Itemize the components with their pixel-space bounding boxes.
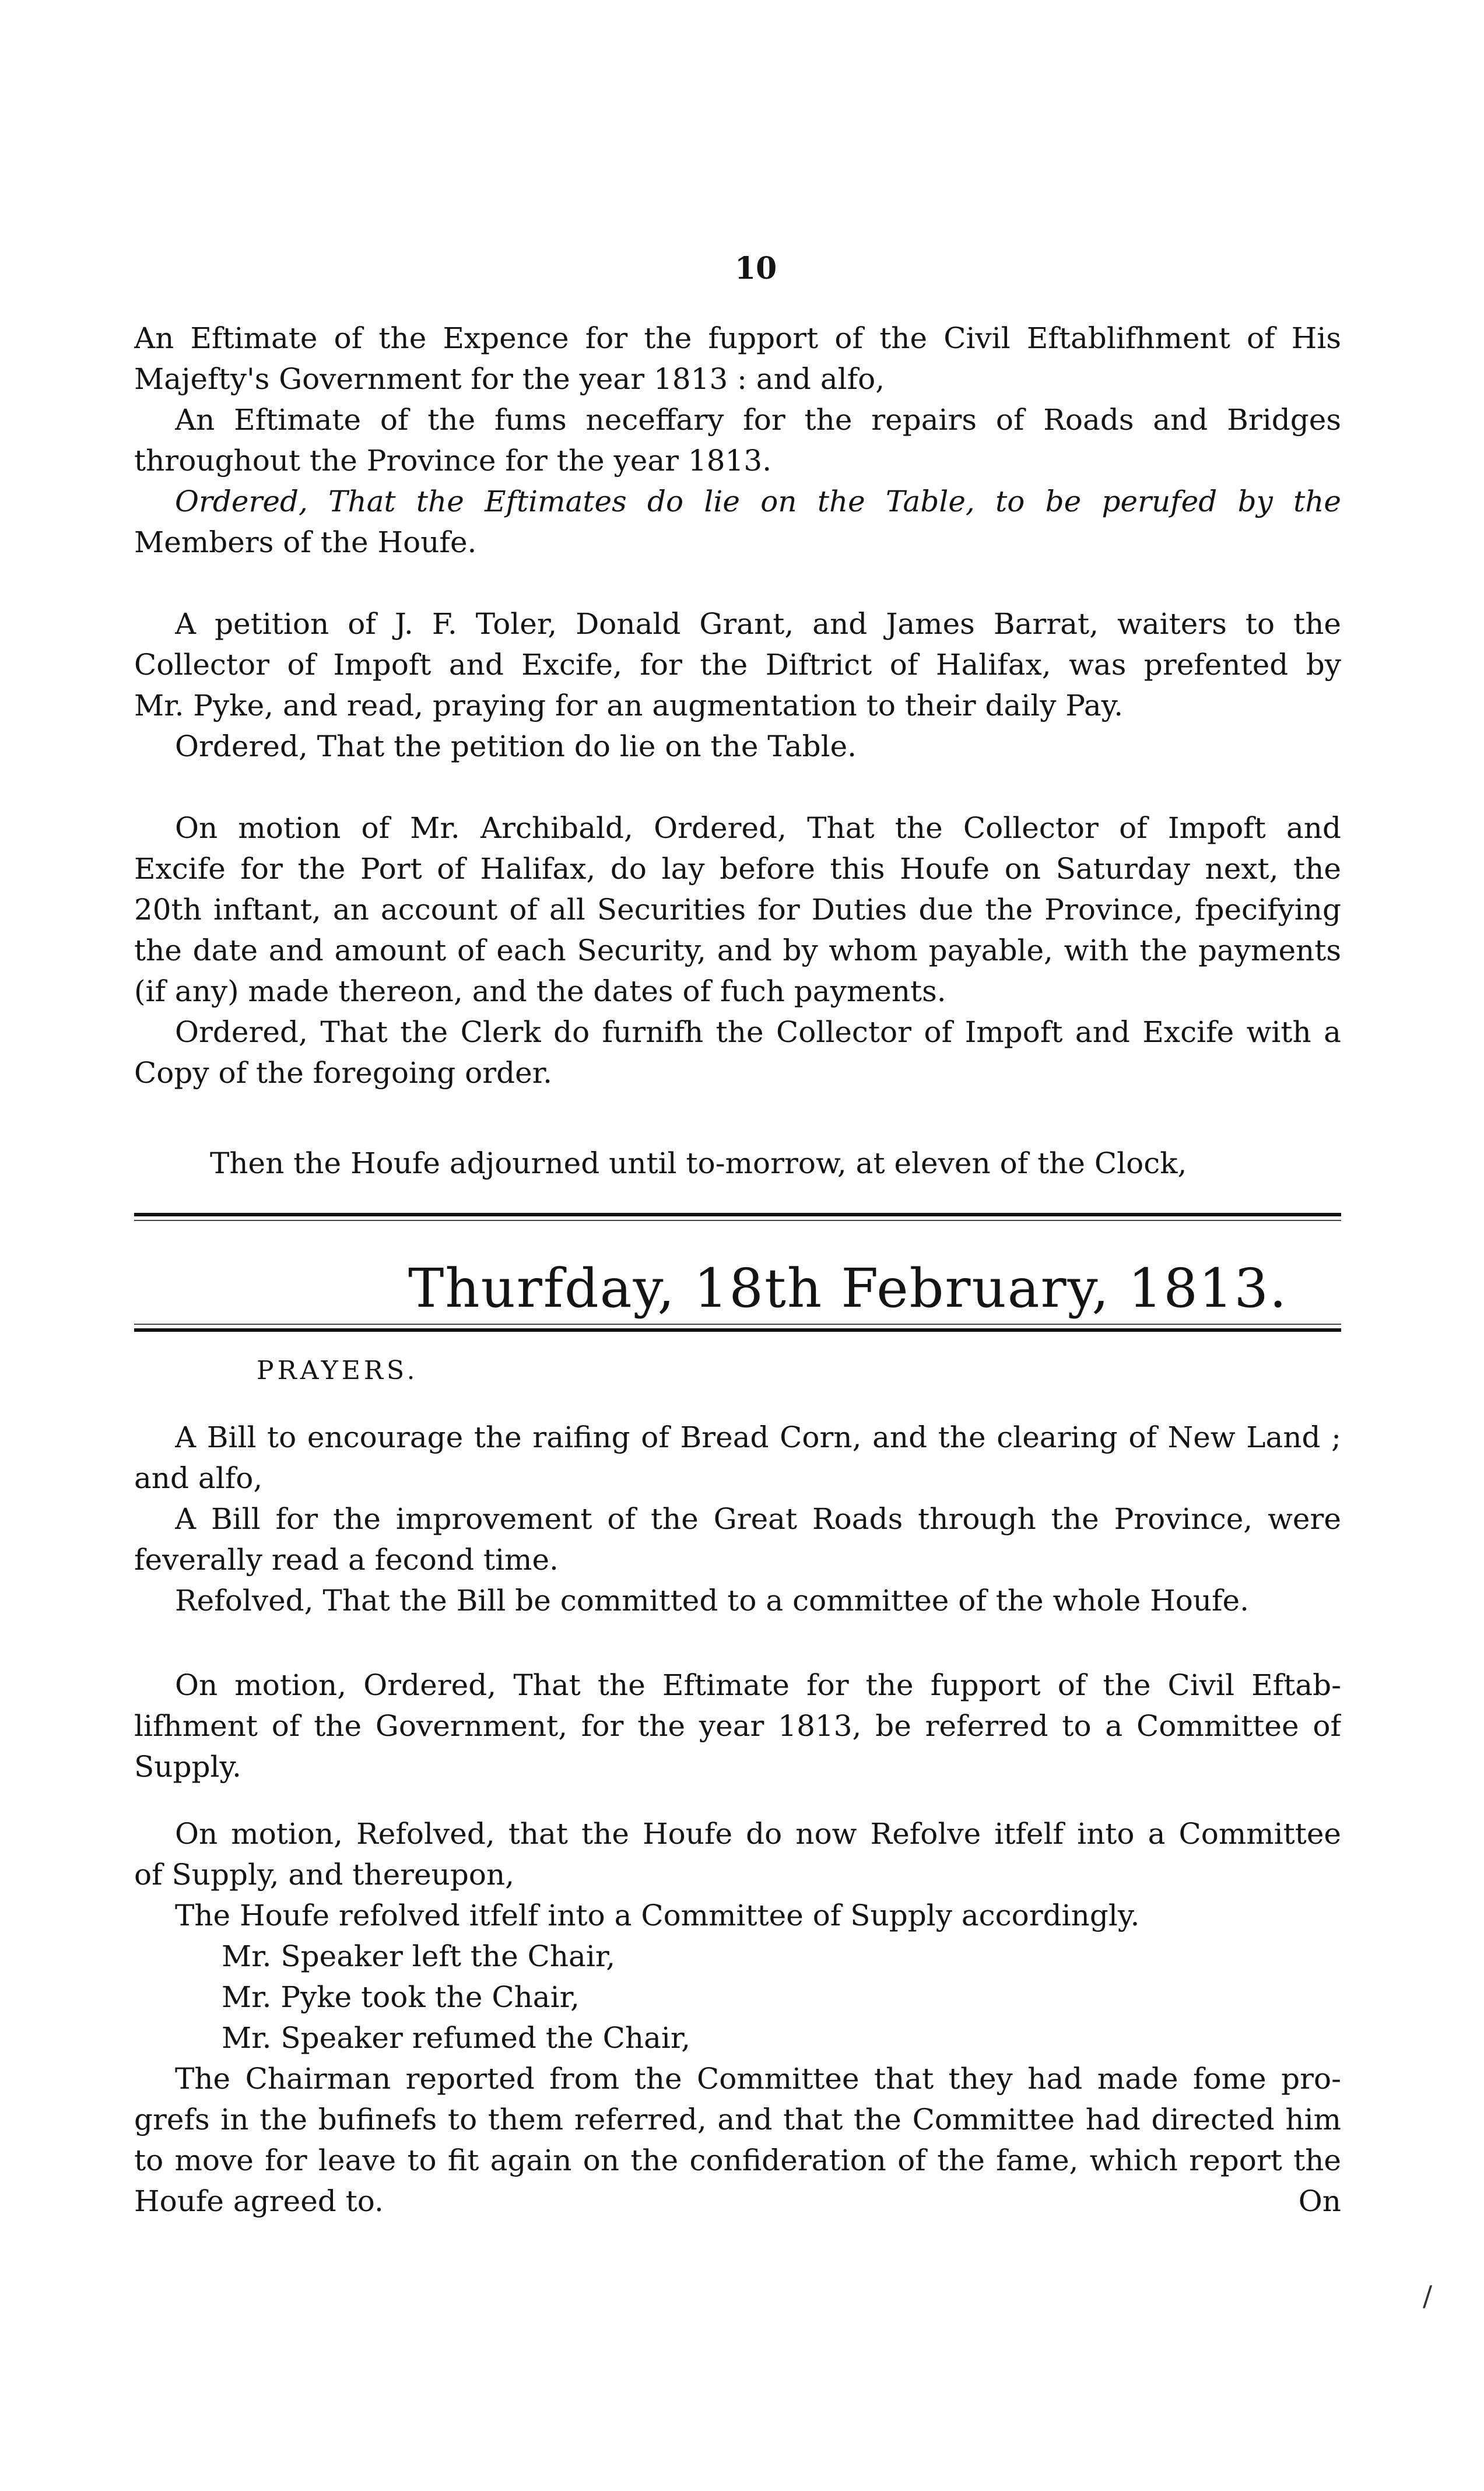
text-line: 20th inftant, an account of all Securities for Duties due the Province, fpecifying bbox=[134, 893, 1341, 927]
text-line: Members of the Houfe. bbox=[134, 525, 477, 559]
text-line: Mr. Speaker refumed the Chair, bbox=[222, 2021, 691, 2055]
text-line: and alfo, bbox=[134, 1461, 263, 1495]
text-line: On motion, Ordered, That the Eftimate for the fupport of the Civil Eftab- bbox=[175, 1668, 1341, 1702]
divider-top bbox=[134, 1213, 1341, 1216]
date-heading: Thurfday, 18th February, 1813. bbox=[408, 1257, 1288, 1320]
margin-mark: / bbox=[1423, 2280, 1433, 2313]
divider-bottom-thin bbox=[134, 1324, 1341, 1325]
text-line: On motion, Refolved, that the Houfe do now Refolve itfelf into a Committee bbox=[175, 1817, 1341, 1851]
text-line: lifhment of the Government, for the year 1813, be referred to a Committee of bbox=[134, 1709, 1341, 1743]
text-line: Majefty's Government for the year 1813 : and alfo, bbox=[134, 362, 885, 396]
text-line: Houfe agreed to. bbox=[134, 2184, 384, 2218]
text-line: A Bill for the improvement of the Great Roads through the Province, were bbox=[175, 1502, 1341, 1536]
text-line: the date and amount of each Security, and by whom payable, with the payments bbox=[134, 934, 1341, 967]
text-line: Then the Houfe adjourned until to-morrow, at eleven of the Clock, bbox=[210, 1146, 1187, 1180]
text-line: Ordered, That the petition do lie on the Table. bbox=[175, 729, 857, 763]
text-line: to move for leave to fit again on the confideration of the fame, which report the bbox=[134, 2143, 1341, 2177]
divider-top-thin bbox=[134, 1220, 1341, 1221]
text-line: The Houfe refolved itfelf into a Committee of Supply accordingly. bbox=[175, 1899, 1140, 1932]
text-line: A petition of J. F. Toler, Donald Grant, and James Barrat, waiters to the bbox=[175, 607, 1341, 641]
text-line: Collector of Impoft and Excife, for the Diftrict of Halifax, was prefented by bbox=[134, 648, 1341, 682]
text-line: An Eftimate of the Expence for the fupport of the Civil Eftablifhment of His bbox=[134, 321, 1341, 355]
text-line: Ordered, That the Eftimates do lie on the Table, to be perufed by the bbox=[175, 485, 1341, 518]
text-line: Ordered, That the Clerk do furnifh the Collector of Impoft and Excife with a bbox=[175, 1015, 1341, 1049]
text-line: Excife for the Port of Halifax, do lay before this Houfe on Saturday next, the bbox=[134, 852, 1341, 886]
text-line: Refolved, That the Bill be committed to a committee of the whole Houfe. bbox=[175, 1584, 1250, 1618]
text-line: Copy of the foregoing order. bbox=[134, 1056, 552, 1090]
text-line: An Eftimate of the fums neceffary for the repairs of Roads and Bridges bbox=[175, 403, 1341, 437]
text-line: A Bill to encourage the raifing of Bread Corn, and the clearing of New Land ; bbox=[175, 1420, 1341, 1454]
text-line: Supply. bbox=[134, 1750, 241, 1784]
page-number: 10 bbox=[735, 251, 777, 286]
text-line: of Supply, and thereupon, bbox=[134, 1858, 515, 1892]
text-line: Mr. Speaker left the Chair, bbox=[222, 1939, 616, 1973]
text-line: feverally read a fecond time. bbox=[134, 1543, 559, 1577]
text-line: On motion of Mr. Archibald, Ordered, That the Collector of Impoft and bbox=[175, 811, 1341, 845]
text-line: The Chairman reported from the Committee that they had made fome pro- bbox=[175, 2062, 1341, 2096]
text-line: throughout the Province for the year 1813. bbox=[134, 444, 772, 478]
text-line: Mr. Pyke, and read, praying for an augmentation to their daily Pay. bbox=[134, 689, 1124, 722]
text-line: Mr. Pyke took the Chair, bbox=[222, 1980, 580, 2014]
text-line: (if any) made thereon, and the dates of fuch payments. bbox=[134, 974, 946, 1008]
prayers-label: PRAYERS. bbox=[257, 1356, 419, 1385]
catchword: On bbox=[1298, 2184, 1341, 2218]
divider-bottom bbox=[134, 1328, 1341, 1332]
text-line: grefs in the bufinefs to them referred, and that the Committee had directed him bbox=[134, 2103, 1341, 2136]
